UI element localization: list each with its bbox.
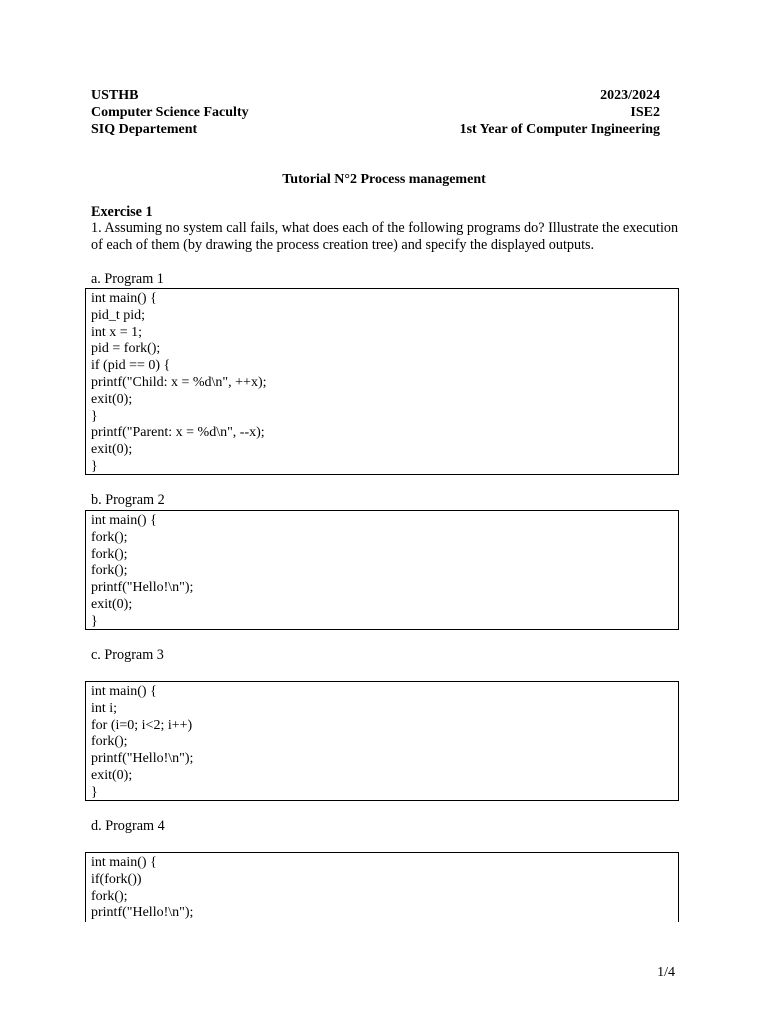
code-line: pid = fork(); (91, 341, 161, 357)
code-line: } (91, 613, 98, 629)
program-label-1: a. Program 1 (91, 271, 164, 287)
code-line: exit(0); (91, 596, 133, 612)
document-title: Tutorial N°2 Process management (282, 172, 486, 187)
university-name: USTHB (91, 88, 139, 103)
academic-year: 2023/2024 (600, 88, 660, 103)
code-block-3 (85, 681, 679, 801)
code-line: exit(0); (91, 767, 133, 783)
code-line: if(fork()) (91, 871, 142, 887)
program-label-2: b. Program 2 (91, 492, 165, 508)
code-line: exit(0); (91, 442, 133, 458)
code-line: } (91, 784, 98, 800)
code-block-1 (85, 288, 679, 475)
code-line: int main() { (91, 684, 157, 699)
faculty-name: Computer Science Faculty (91, 105, 249, 120)
code-line: int x = 1; (91, 324, 143, 340)
code-block-4 (85, 852, 679, 922)
class-code: ISE2 (630, 105, 660, 120)
code-line: int main() { (91, 513, 157, 528)
code-line: } (91, 458, 98, 474)
code-line: printf("Hello!\n"); (91, 905, 194, 921)
code-line: fork(); (91, 546, 128, 562)
code-line: int main() { (91, 291, 157, 306)
code-line: if (pid == 0) { (91, 358, 171, 374)
department-name: SIQ Departement (91, 122, 198, 137)
header-right (460, 87, 660, 138)
code-line: printf("Child: x = %d\n", ++x); (91, 374, 267, 390)
code-line: printf("Hello!\n"); (91, 580, 194, 596)
program-label-4: d. Program 4 (91, 818, 165, 834)
code-block-2 (85, 510, 679, 630)
exercise-intro: 1. Assuming no system call fails, what does each of the following programs do? Illustrate the execution of each of them (by drawing the process creation tree) and specify the displayed outputs. (91, 220, 679, 253)
code-line: printf("Parent: x = %d\n", --x); (91, 425, 265, 441)
code-line: fork(); (91, 529, 128, 545)
code-line: int main() { (91, 855, 157, 870)
exercise-title: Exercise 1 (91, 204, 153, 220)
code-line: exit(0); (91, 391, 133, 407)
code-line: fork(); (91, 563, 128, 579)
header-left (91, 87, 249, 138)
code-line: for (i=0; i<2; i++) (91, 717, 193, 733)
code-line: fork(); (91, 734, 128, 750)
code-line: fork(); (91, 888, 128, 904)
page-number: 1/4 (657, 965, 675, 980)
code-line: pid_t pid; (91, 307, 146, 323)
code-line: printf("Hello!\n"); (91, 751, 194, 767)
code-line: } (91, 408, 98, 424)
code-line: int i; (91, 700, 118, 716)
program-year: 1st Year of Computer Ingineering (459, 122, 660, 137)
program-label-3: c. Program 3 (91, 647, 164, 663)
